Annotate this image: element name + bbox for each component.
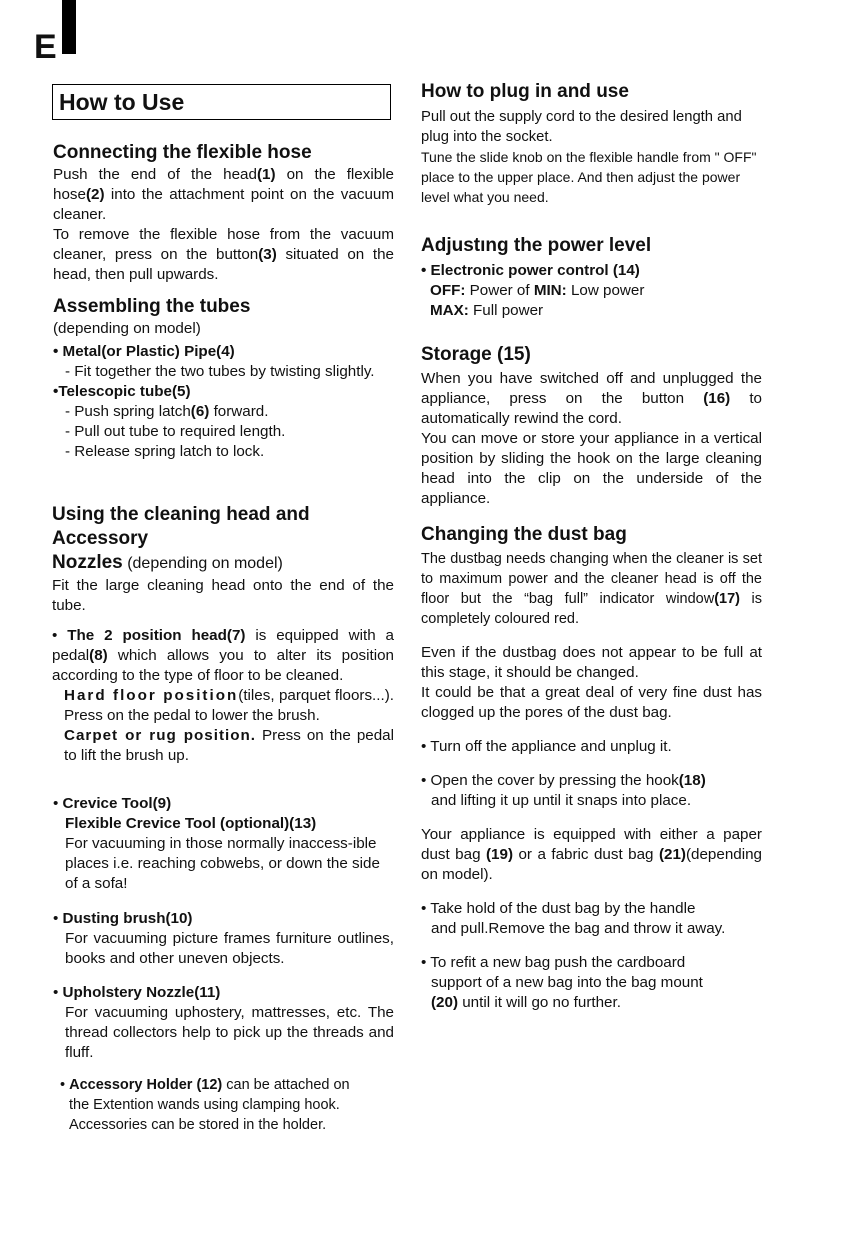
dusting-section xyxy=(53,909,394,969)
cleaning-head-heading-2: Nozzles (depending on model) xyxy=(52,552,283,573)
dustbag-heading: Changing the dust bag xyxy=(421,524,627,545)
dusting-text: For vacuuming picture frames furniture outlines, books and other uneven objects. xyxy=(65,930,394,967)
plug-section xyxy=(421,80,762,207)
metal-pipe-text: - Fit together the two tubes by twisting slightly. xyxy=(65,363,375,380)
crevice-subtitle: Flexible Crevice Tool (optional)(13) xyxy=(65,815,317,832)
hose-paragraph-2: To remove the flexible hose from the vacuum cleaner, press on the button(3) situated on the head, then pull upwards. xyxy=(53,226,394,283)
carpet-text: Carpet or rug position. Press on the pedal to lift the brush up. xyxy=(64,727,394,764)
cleaning-head-intro: Fit the large cleaning head onto the end of the tube. xyxy=(52,577,394,614)
dustbag-step-3-cont: and pull.Remove the bag and throw it away. xyxy=(431,920,726,937)
dustbag-step-4-end: (20) until it will go no further. xyxy=(431,994,621,1011)
holder-text-1: the Extention wands using clamping hook. xyxy=(69,1097,340,1113)
dustbag-step-1: • Turn off the appliance and unplug it. xyxy=(421,738,672,755)
crevice-title: • Crevice Tool(9) xyxy=(53,795,172,812)
power-off-min: OFF: Power of MIN: Low power xyxy=(430,282,645,299)
power-heading: Adjustıng the power level xyxy=(421,235,652,256)
dusting-title: • Dusting brush(10) xyxy=(53,910,193,927)
hose-paragraph-1: Push the end of the head(1) on the flexible hose(2) into the attachment point on the vacuum cleaner. xyxy=(53,166,394,223)
dustbag-paragraph-2: Even if the dustbag does not appear to be full at this stage, it should be changed. xyxy=(421,644,762,681)
dustbag-section xyxy=(421,523,762,1013)
cleaning-head-heading: Using the cleaning head and Accessory xyxy=(52,504,310,549)
storage-section xyxy=(421,343,762,509)
dustbag-step-2-cont: and lifting it up until it snaps into place. xyxy=(431,792,692,809)
section-title-box xyxy=(52,84,391,120)
plug-heading: How to plug in and use xyxy=(421,81,629,102)
dustbag-step-2: • Open the cover by pressing the hook(18) xyxy=(421,772,706,789)
tubes-heading: Assembling the tubes xyxy=(53,296,251,317)
dustbag-step-4-cont: support of a new bag into the bag mount xyxy=(431,974,703,991)
plug-paragraph-1: Pull out the supply cord to the desired length and plug into the socket. xyxy=(421,109,742,145)
holder-title: • Accessory Holder (12) can be attached on xyxy=(60,1077,350,1093)
telescopic-step-1: - Push spring latch(6) forward. xyxy=(65,403,269,420)
crevice-section xyxy=(53,794,394,894)
telescopic-step-3: - Release spring latch to lock. xyxy=(65,443,265,460)
power-control-label: • Electronic power control (14) xyxy=(421,262,640,279)
language-tab-bar xyxy=(62,0,76,54)
upholstery-title: • Upholstery Nozzle(11) xyxy=(53,984,221,1001)
storage-paragraph-2: You can move or store your appliance in a vertical position by sliding the hook on the large cleaning head into the clip on the underside of the appliance. xyxy=(421,430,762,507)
dustbag-paragraph-3: It could be that a great deal of very fine dust has clogged up the pores of the dust bag. xyxy=(421,684,762,721)
hard-floor-text: Hard floor position(tiles, parquet floors...). Press on the pedal to lower the brush. xyxy=(64,687,394,724)
cleaning-head-section xyxy=(52,503,394,766)
crevice-text: For vacuuming in those normally inaccess-ible places i.e. reaching cobwebs, or down the side of a sofa! xyxy=(65,835,380,892)
hose-section xyxy=(53,141,394,285)
metal-pipe-label: • Metal(or Plastic) Pipe(4) xyxy=(53,343,235,360)
telescopic-label: •Telescopic tube(5) xyxy=(53,383,191,400)
tubes-section xyxy=(53,295,394,462)
storage-paragraph-1: When you have switched off and unplugged the appliance, press on the button (16) to automatically rewind the cord. xyxy=(421,370,762,427)
power-max: MAX: Full power xyxy=(430,302,544,319)
plug-paragraph-2: Tune the slide knob on the flexible handle from " OFF" place to the upper place. And then adjust the power level what you need. xyxy=(421,149,757,205)
telescopic-step-2: - Pull out tube to required length. xyxy=(65,423,286,440)
dustbag-paragraph-1: The dustbag needs changing when the cleaner is set to maximum power and the cleaner head is off the floor but the “bag full” indicator window(17) is completely coloured red. xyxy=(421,551,762,627)
tubes-subheading: (depending on model) xyxy=(53,320,201,337)
position-head-text: • The 2 position head(7) is equipped with a pedal(8) which allows you to alter its position according to the type of floor to be cleaned. xyxy=(52,627,394,684)
upholstery-section xyxy=(53,983,394,1063)
holder-text-2: Accessories can be stored in the holder. xyxy=(69,1117,327,1133)
power-section xyxy=(421,234,762,321)
dustbag-paragraph-4: Your appliance is equipped with either a paper dust bag (19) or a fabric dust bag (21)(depending on model). xyxy=(421,826,762,883)
upholstery-text: For vacuuming uphostery, mattresses, etc. The thread collectors help to pick up the threads and fluff. xyxy=(65,1004,394,1061)
language-marker: E xyxy=(34,28,57,66)
page-title: How to Use xyxy=(59,89,185,115)
dustbag-step-4: • To refit a new bag push the cardboard xyxy=(421,954,686,971)
dustbag-step-3: • Take hold of the dust bag by the handle xyxy=(421,900,696,917)
storage-heading: Storage (15) xyxy=(421,344,531,365)
hose-heading: Connecting the flexible hose xyxy=(53,142,312,163)
holder-section xyxy=(60,1075,395,1135)
